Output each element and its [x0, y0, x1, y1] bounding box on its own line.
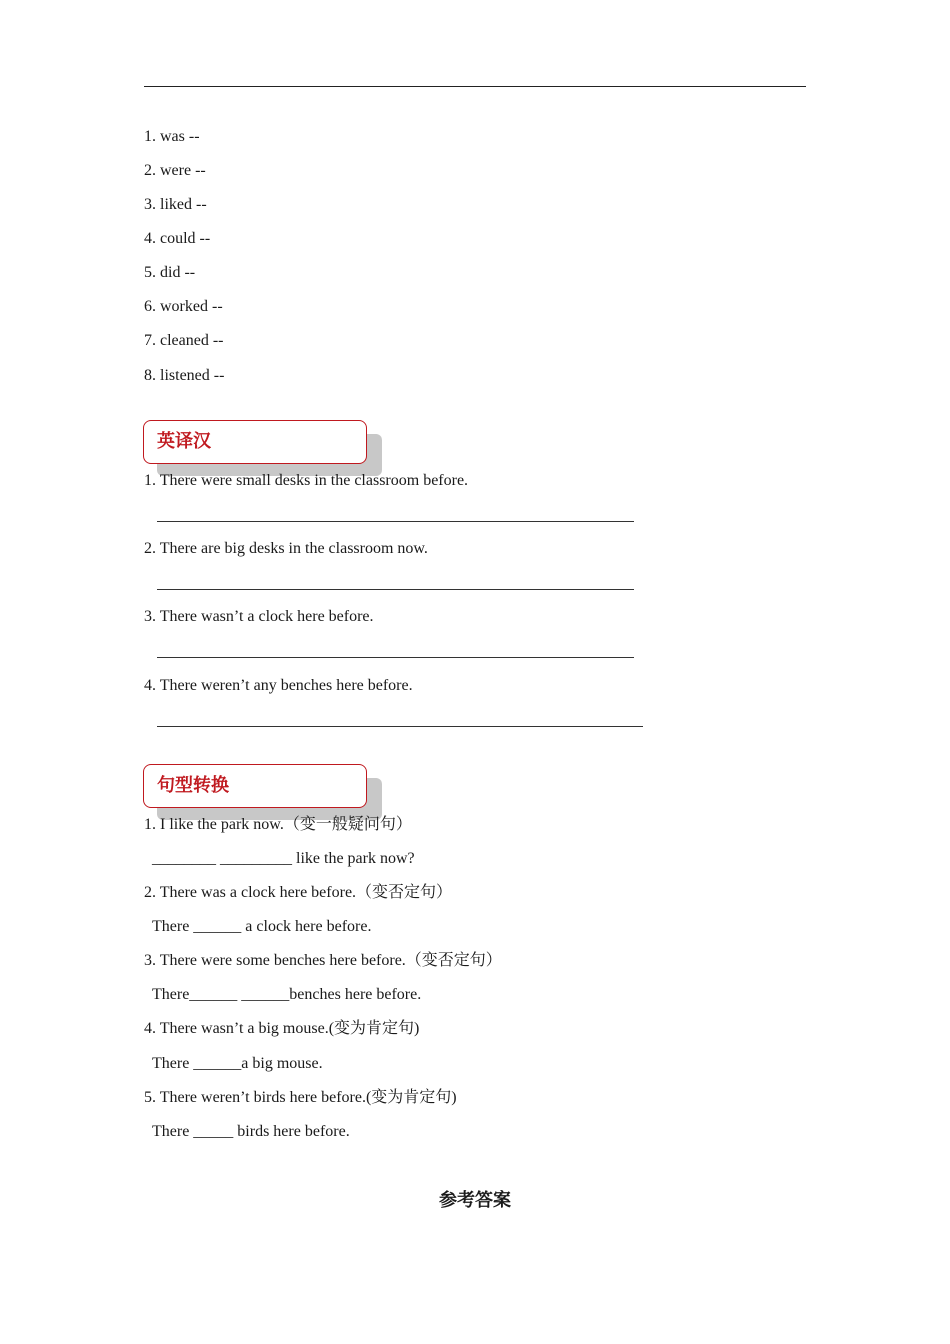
transform-answer[interactable]: There _____ birds here before.	[152, 1123, 350, 1140]
transform-answer[interactable]: ________ _________ like the park now?	[152, 850, 415, 867]
transform-answer[interactable]: There______ ______benches here before.	[152, 986, 422, 1003]
answer-heading: 参考答案	[439, 1190, 511, 1211]
translate-question: 3. There wasn’t a clock here before.	[144, 608, 374, 625]
answer-line[interactable]	[157, 521, 634, 522]
verb-item: 6. worked --	[144, 298, 223, 315]
transform-question: 2. There was a clock here before.（变否定句）	[144, 884, 453, 901]
transform-question: 1. I like the park now.（变一般疑问句）	[144, 816, 412, 833]
transform-answer[interactable]: There ______ a clock here before.	[152, 918, 372, 935]
verb-item: 1. was --	[144, 128, 200, 145]
verb-item: 4. could --	[144, 230, 211, 247]
answer-line[interactable]	[157, 589, 634, 590]
translate-question: 2. There are big desks in the classroom now.	[144, 540, 428, 557]
section-header-transform	[143, 764, 368, 808]
top-rule	[144, 86, 806, 87]
transform-question: 4. There wasn’t a big mouse.(变为肯定句)	[144, 1020, 420, 1037]
transform-question: 5. There weren’t birds here before.(变为肯定句)	[144, 1089, 457, 1106]
verb-item: 8. listened --	[144, 367, 225, 384]
verb-item: 5. did --	[144, 264, 196, 281]
answer-line[interactable]	[157, 657, 634, 658]
section-header-translate	[143, 420, 368, 464]
translate-question: 4. There weren’t any benches here before.	[144, 677, 413, 694]
answer-line[interactable]	[157, 726, 643, 727]
translate-question: 1. There were small desks in the classroom before.	[144, 472, 469, 489]
verb-item: 2. were --	[144, 162, 206, 179]
section-title: 英译汉	[157, 431, 211, 452]
verb-item: 7. cleaned --	[144, 332, 224, 349]
section-title: 句型转换	[157, 775, 229, 796]
verb-item: 3. liked --	[144, 196, 207, 213]
transform-answer[interactable]: There ______a big mouse.	[152, 1055, 323, 1072]
transform-question: 3. There were some benches here before.（变否定句）	[144, 952, 502, 969]
